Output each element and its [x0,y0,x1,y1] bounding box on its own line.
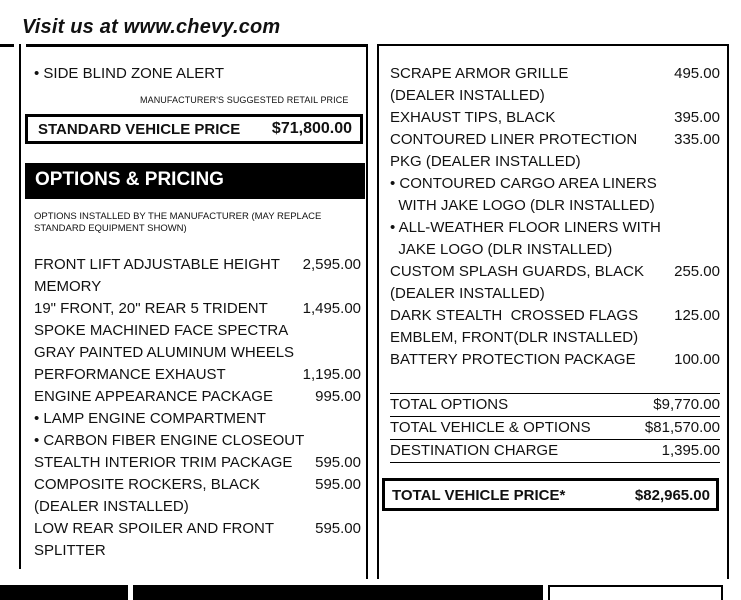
footer-bar [133,585,543,600]
line-item-row [34,452,366,474]
line-item-text: • CONTOURED CARGO AREA LINERS [390,175,657,192]
line-item-text: CONTOURED LINER PROTECTION [390,131,638,148]
line-item-row [34,408,366,430]
line-item-row [390,394,720,417]
line-item-text: MEMORY [34,278,102,295]
footer-bar [0,585,128,600]
line-item-text: SCRAPE ARMOR GRILLE [390,65,569,82]
line-item-price: 595.00 [315,520,361,537]
line-item-price: 995.00 [315,388,361,405]
line-item-text: LOW REAR SPOILER AND FRONT [34,520,275,537]
divider [0,44,14,47]
line-item-price: 595.00 [315,476,361,493]
footer-box [548,585,723,600]
line-item-text: PKG (DEALER INSTALLED) [390,153,581,170]
line-item-text: (DEALER INSTALLED) [34,498,189,515]
line-item-text: STEALTH INTERIOR TRIM PACKAGE [34,454,293,471]
line-item-price: 395.00 [674,109,720,126]
divider [26,44,366,47]
line-item-text: JAKE LOGO (DLR INSTALLED) [390,241,613,258]
line-item-price: 100.00 [674,351,720,368]
line-item-text: ENGINE APPEARANCE PACKAGE [34,388,273,405]
options-title: OPTIONS & PRICING [35,169,224,190]
line-item-text: DARK STEALTH CROSSED FLAGS [390,307,639,324]
line-item-price: $9,770.00 [653,396,720,413]
line-item-row [390,63,720,85]
line-item-price: 335.00 [674,131,720,148]
line-item-row [34,496,366,518]
totals-list [390,394,720,463]
line-item-text: • CARBON FIBER ENGINE CLOSEOUT [34,432,305,449]
standard-feature-item: • SIDE BLIND ZONE ALERT [34,65,225,82]
divider [19,44,21,569]
line-item-row [34,518,366,540]
line-item-row [390,151,720,173]
line-item-row [390,107,720,129]
line-item-text: TOTAL OPTIONS [390,396,509,413]
line-item-price: 2,595.00 [302,256,361,273]
line-item-row [390,173,720,195]
line-item-row [390,283,720,305]
divider [377,44,379,579]
line-item-row [390,261,720,283]
line-item-price: 595.00 [315,454,361,471]
msrp-label: MANUFACTURER'S SUGGESTED RETAIL PRICE [140,95,349,105]
line-item-text: BATTERY PROTECTION PACKAGE [390,351,636,368]
line-item-text: 19" FRONT, 20" REAR 5 TRIDENT [34,300,268,317]
line-item-price: 125.00 [674,307,720,324]
line-item-row [34,474,366,496]
line-item-row [390,217,720,239]
line-item-row [34,298,366,320]
line-item-row [390,129,720,151]
line-item-text: (DEALER INSTALLED) [390,87,545,104]
line-item-row [390,417,720,440]
line-item-row [390,305,720,327]
divider [366,44,368,579]
line-item-text: SPOKE MACHINED FACE SPECTRA [34,322,289,339]
line-item-price: 255.00 [674,263,720,280]
line-item-row [34,254,366,276]
divider [377,44,727,46]
line-item-text: EXHAUST TIPS, BLACK [390,109,556,126]
line-item-text: COMPOSITE ROCKERS, BLACK [34,476,260,493]
line-item-row [390,440,720,463]
line-item-text: GRAY PAINTED ALUMINUM WHEELS [34,344,295,361]
line-item-text: PERFORMANCE EXHAUST [34,366,226,383]
line-item-text: EMBLEM, FRONT(DLR INSTALLED) [390,329,639,346]
line-item-price: 495.00 [674,65,720,82]
line-item-text: (DEALER INSTALLED) [390,285,545,302]
line-item-row [34,430,366,452]
line-item-row [390,239,720,261]
options-note: OPTIONS INSTALLED BY THE MANUFACTURER (MAY REPLACE STANDARD EQUIPMENT SHOWN) [34,211,322,234]
line-item-row [390,195,720,217]
line-item-row [390,327,720,349]
total-vehicle-price-box [382,478,719,511]
website-url: Visit us at www.chevy.com [22,16,281,38]
line-item-text: CUSTOM SPLASH GUARDS, BLACK [390,263,644,280]
line-item-row [390,349,720,371]
line-item-row [34,342,366,364]
line-item-row [34,276,366,298]
line-item-price: 1,395.00 [661,442,720,459]
total-vehicle-price-value: $82,965.00 [634,487,710,504]
line-item-text: • ALL-WEATHER FLOOR LINERS WITH [390,219,661,236]
line-item-row [34,386,366,408]
line-item-row [34,320,366,342]
options-right-list [390,63,720,371]
standard-price-value: $71,800.00 [271,120,352,137]
line-item-row [34,364,366,386]
line-item-text: DESTINATION CHARGE [390,442,559,459]
options-header [25,163,365,199]
line-item-row [34,540,366,562]
line-item-text: FRONT LIFT ADJUSTABLE HEIGHT [34,256,280,273]
line-item-row [390,85,720,107]
line-item-text: TOTAL VEHICLE & OPTIONS [390,419,591,436]
standard-price-label: STANDARD VEHICLE PRICE [38,121,241,138]
line-item-price: $81,570.00 [644,419,720,436]
divider [727,44,729,579]
line-item-price: 1,495.00 [302,300,361,317]
options-left-list [34,254,366,562]
line-item-text: SPLITTER [34,542,106,559]
standard-price-box [25,114,363,144]
total-vehicle-price-label: TOTAL VEHICLE PRICE* [392,487,566,504]
line-item-text: • LAMP ENGINE COMPARTMENT [34,410,266,427]
line-item-price: 1,195.00 [302,366,361,383]
line-item-text: WITH JAKE LOGO (DLR INSTALLED) [390,197,655,214]
